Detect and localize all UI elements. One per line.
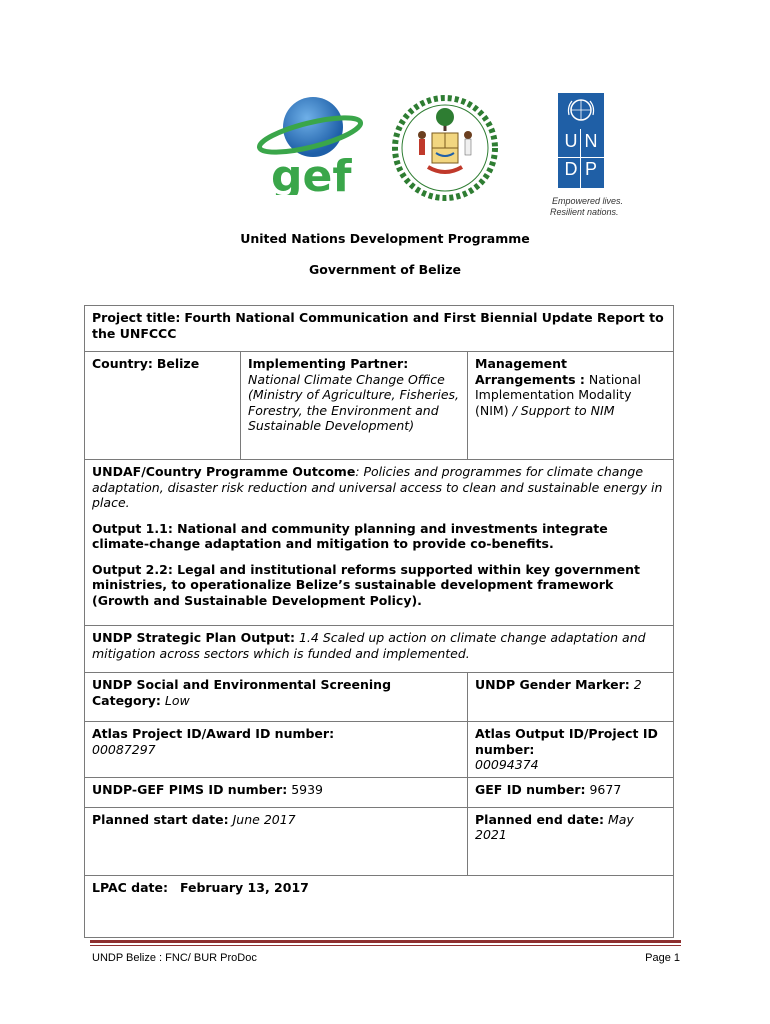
output-1-1: Output 1.1: National and community planning and investments integrate climate-change adaptation and mitigation to provide co-benefits.	[92, 520, 608, 551]
gef-id-label: GEF ID number:	[475, 781, 586, 797]
start-date-cell	[85, 807, 468, 875]
pims-value: 5939	[291, 781, 323, 797]
screening-cell	[85, 673, 468, 722]
gef-id-cell	[468, 777, 674, 807]
start-date-label: Planned start date:	[92, 811, 229, 827]
footer-doc-title: UNDP Belize : FNC/ BUR ProDoc	[92, 952, 257, 964]
heading-government: Government of Belize	[309, 262, 461, 277]
pims-cell	[85, 777, 468, 807]
end-date-value: May 2021	[475, 811, 634, 842]
management-label: Management Arrangements :	[475, 356, 585, 387]
undaf-label: UNDAF/Country Programme Outcome	[92, 464, 356, 479]
gef-id-value: 9677	[589, 781, 622, 797]
end-date-label: Planned end date:	[475, 811, 604, 827]
end-date-cell	[468, 807, 674, 875]
pims-label: UNDP-GEF PIMS ID number:	[92, 781, 288, 797]
undp-letter-d: D	[564, 159, 578, 179]
atlas-output-value: 00094374	[475, 757, 539, 772]
country-cell	[85, 352, 241, 460]
lpac-cell	[85, 875, 674, 937]
strategic-plan-value: 1.4 Scaled up action on climate change adaptation and mitigation across sectors which is funded and implemented.	[92, 630, 646, 661]
implementing-partner-label: Implementing Partner:	[248, 356, 409, 371]
footer-rule-thin	[90, 945, 681, 946]
project-title-value: Fourth National Communication and First Biennial Update Report to the UNFCCC	[92, 310, 664, 341]
gender-marker-label: UNDP Gender Marker:	[475, 677, 630, 692]
undp-logo	[558, 93, 604, 188]
gender-marker-value: 2	[633, 677, 642, 692]
undp-tagline-1: Empowered lives.	[552, 196, 624, 206]
atlas-output-cell	[468, 722, 674, 778]
atlas-output-label: Atlas Output ID/Project ID number:	[475, 726, 658, 757]
outcome-cell	[85, 460, 674, 626]
start-date-value: June 2017	[232, 811, 296, 827]
undp-letter-u: U	[564, 131, 578, 151]
project-title-label: Project title:	[92, 310, 181, 325]
belize-coat-of-arms	[392, 95, 498, 201]
atlas-project-label: Atlas Project ID/Award ID number:	[92, 726, 335, 741]
output-2-2: Output 2.2: Legal and institutional reforms supported within key government ministries, to operationalize Belize’s sustainable development framework (Growth and Sustainable Development Policy).	[92, 561, 641, 608]
strategic-plan-cell	[85, 626, 674, 673]
gef-logo-text: gef	[271, 151, 352, 195]
undp-letter-p: P	[584, 159, 597, 179]
undp-tagline-2: Resilient nations.	[550, 207, 619, 217]
atlas-project-value: 00087297	[92, 741, 156, 757]
management-value: National Implementation Modality (NIM)	[475, 371, 642, 418]
gender-marker-cell	[468, 673, 674, 722]
screening-value: Low	[164, 692, 190, 708]
lpac-value: February 13, 2017	[179, 879, 309, 895]
implementing-partner-cell	[241, 352, 468, 460]
country-value: Belize	[156, 356, 200, 371]
undaf-value: : Policies and programmes for climate change adaptation, disaster risk reduction and universal access to clean and sustainable energy in place.	[92, 464, 663, 510]
project-title-cell	[85, 306, 674, 352]
implementing-partner-value: National Climate Change Office (Ministry of Agriculture, Fisheries, Forestry, the Environment and Sustainable Development)	[248, 371, 460, 433]
management-value-italic: / Support to NIM	[512, 402, 615, 418]
project-summary-table	[84, 305, 674, 938]
lpac-label: LPAC date:	[92, 879, 169, 895]
management-cell	[468, 352, 674, 460]
footer-rule-thick	[90, 940, 681, 943]
strategic-plan-label: UNDP Strategic Plan Output:	[92, 630, 295, 645]
footer-page-number: Page 1	[645, 952, 680, 964]
atlas-project-cell	[85, 722, 468, 778]
heading-undp: United Nations Development Programme	[240, 231, 530, 246]
undp-letter-n: N	[584, 131, 598, 151]
screening-label: UNDP Social and Environmental Screening Category:	[92, 677, 392, 708]
country-label: Country:	[92, 356, 153, 371]
gef-logo	[255, 95, 365, 195]
